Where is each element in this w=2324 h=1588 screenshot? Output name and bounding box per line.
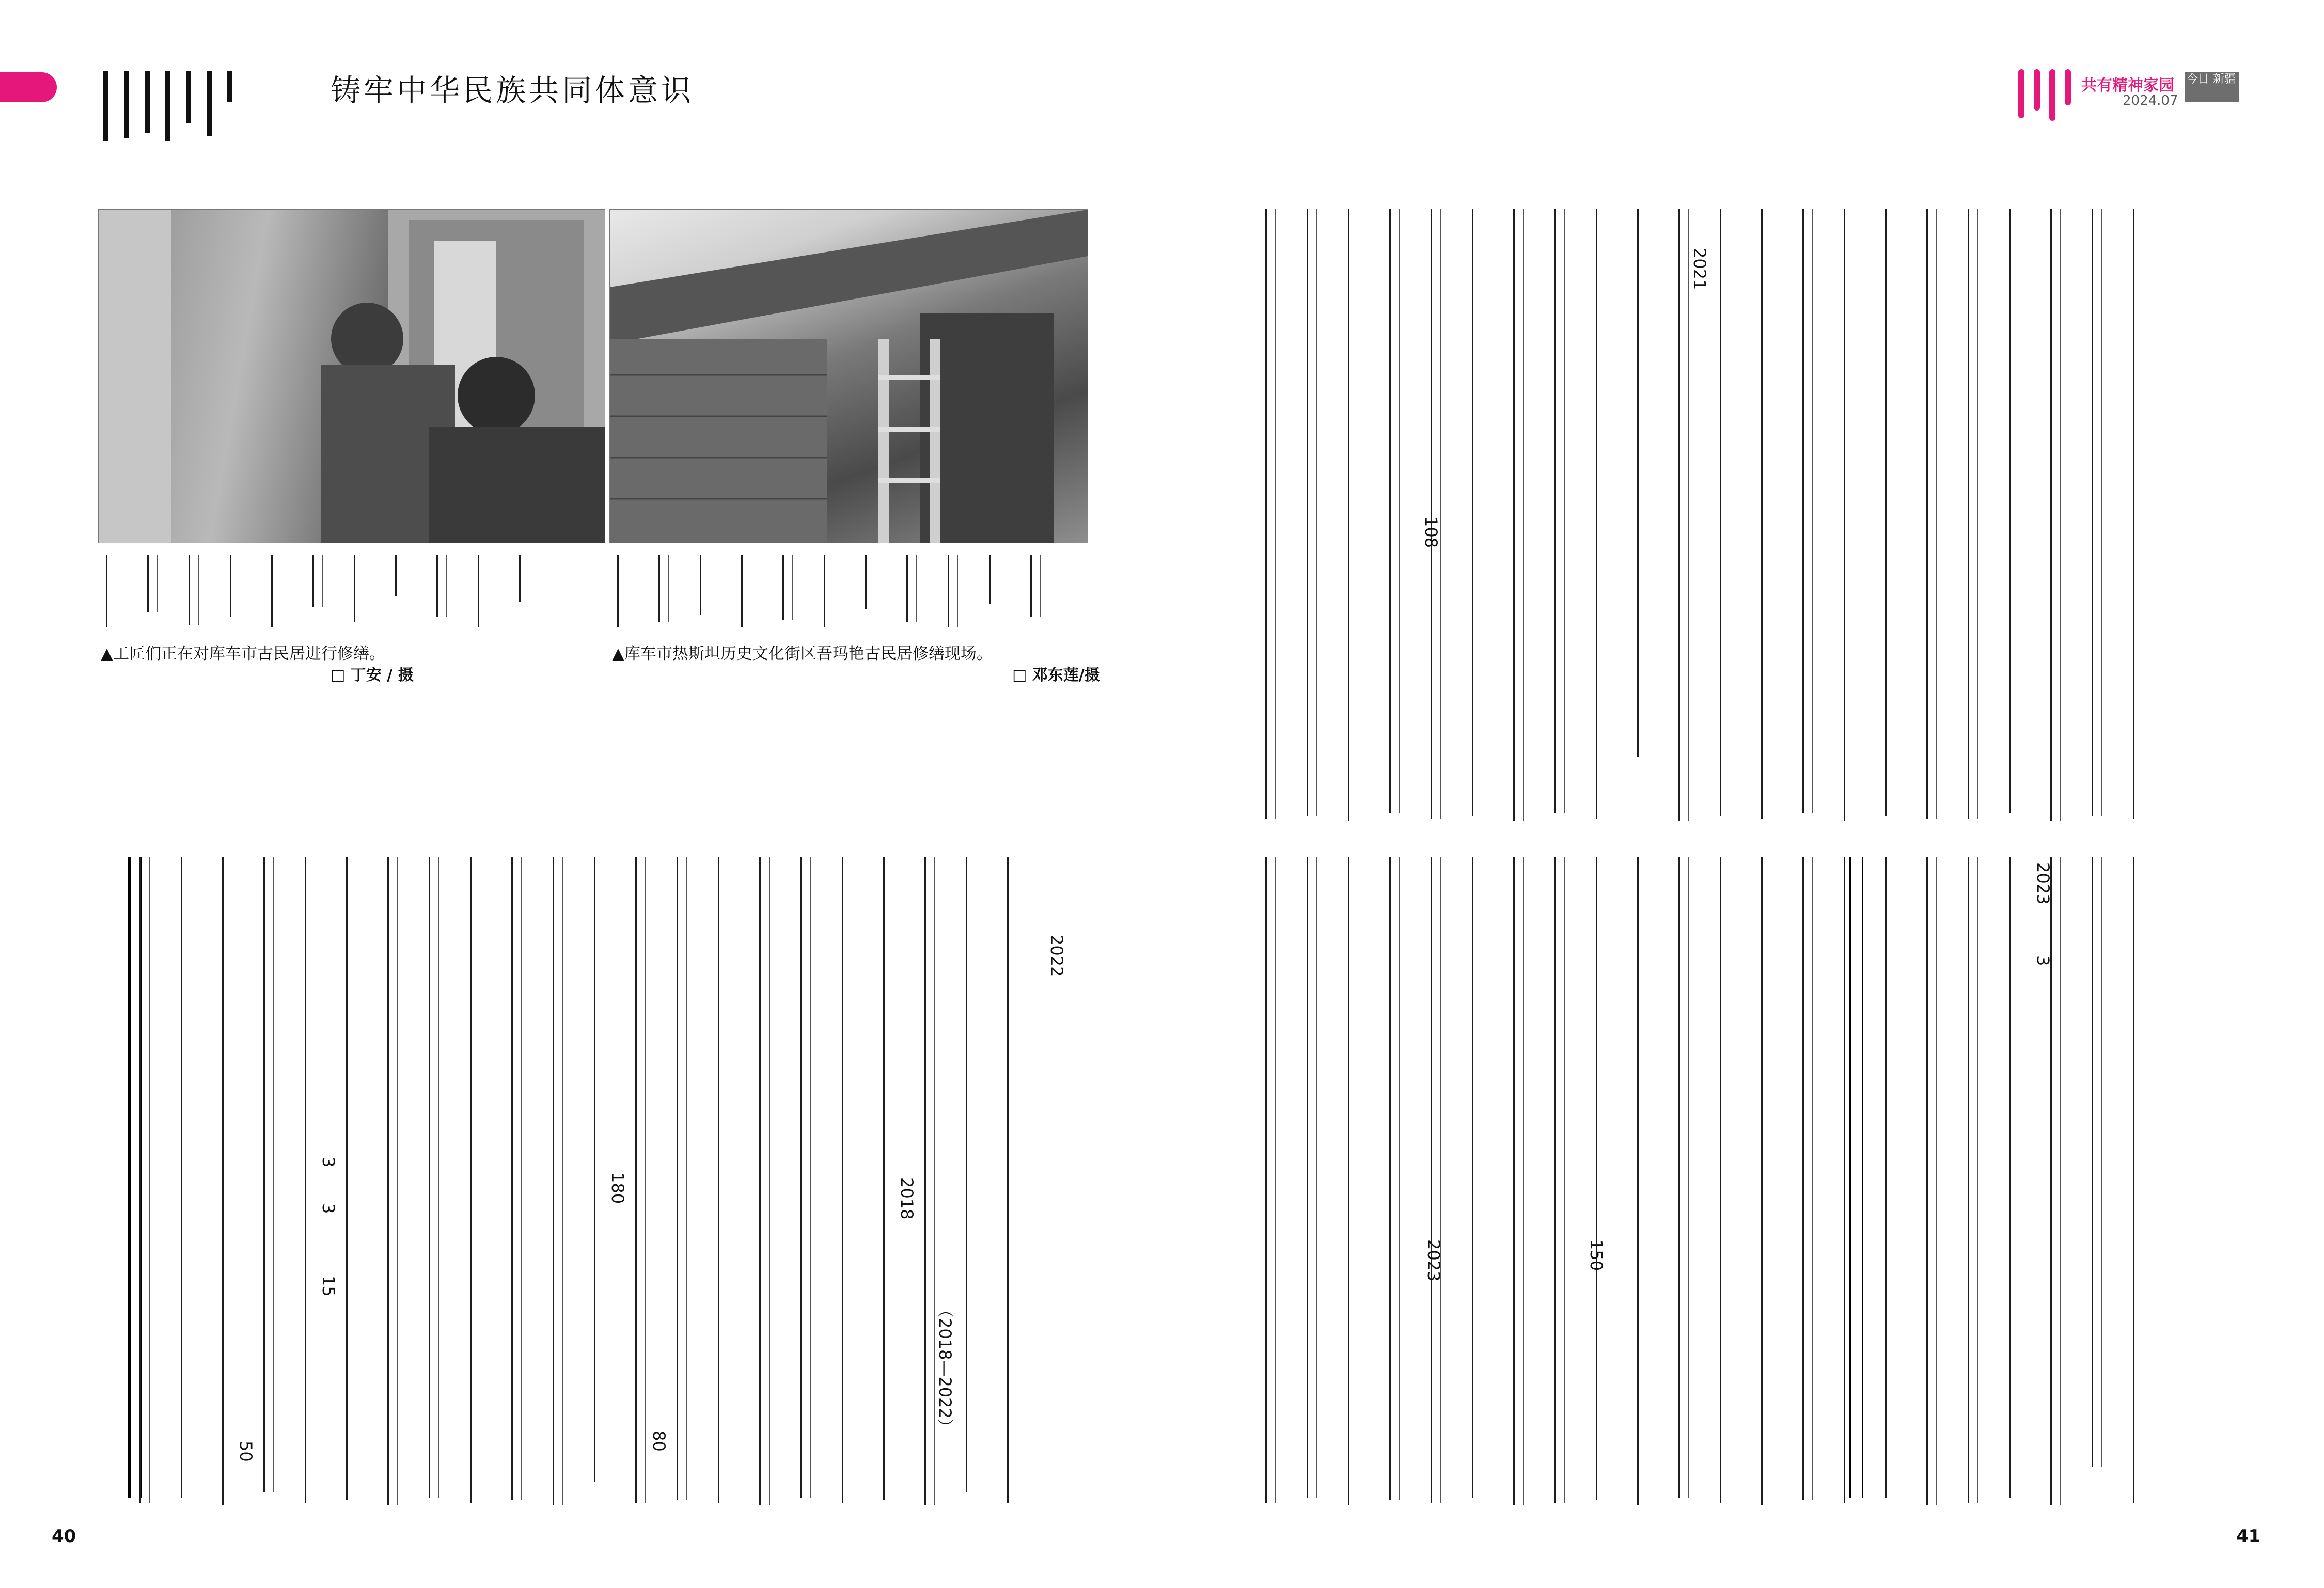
inline-number: 2023 xyxy=(2033,862,2053,905)
inline-number: 2022 xyxy=(1047,935,1066,977)
mongolian-brand-script xyxy=(2014,66,2076,123)
photo-restoration-site xyxy=(609,209,1088,543)
page-number-right: 41 xyxy=(2236,1526,2261,1547)
photo-caption-left: ▲工匠们正在对库车市古民居进行修缮。 xyxy=(101,644,385,663)
inline-number: 3 xyxy=(319,1203,338,1214)
magazine-brand xyxy=(2014,66,2241,123)
issue-date: 2024.07 xyxy=(2123,93,2178,108)
right-page-body-text-top xyxy=(1255,209,2195,824)
inline-number: 2021 xyxy=(1690,248,1709,290)
mongolian-caption-left xyxy=(101,555,566,633)
photo-craftsmen-repairing xyxy=(98,209,605,543)
left-page-body-text xyxy=(129,857,1059,1508)
mongolian-caption-right xyxy=(612,555,1077,633)
inline-number: 3 xyxy=(2033,955,2053,966)
inline-number: 2023 xyxy=(1424,1239,1443,1282)
photo-credit-right: □ 邓东莲/摄 xyxy=(1012,666,1100,684)
photo-caption-right: ▲库车市热斯坦历史文化街区吾玛艳古民居修缮现场。 xyxy=(612,644,993,663)
inline-number: 108 xyxy=(1421,516,1441,548)
section-tab-marker xyxy=(0,72,57,102)
magazine-logo: 今日 新疆 xyxy=(2185,72,2239,102)
inline-number: （2018—2022） xyxy=(935,1301,955,1435)
inline-number: 180 xyxy=(608,1172,627,1204)
brand-title: 共有精神家园 xyxy=(2081,76,2174,95)
left-section-heading xyxy=(128,857,142,1498)
mongolian-section-title xyxy=(98,66,284,144)
right-page-body-text-bottom xyxy=(1255,857,2195,1508)
inline-number: 80 xyxy=(649,1430,669,1452)
photo-credit-left: □ 丁安 / 摄 xyxy=(331,666,414,684)
inline-number: 150 xyxy=(1587,1239,1606,1271)
inline-number: 50 xyxy=(236,1441,256,1462)
inline-number: 15 xyxy=(319,1276,338,1297)
inline-number: 2018 xyxy=(897,1177,917,1220)
page-number-left: 40 xyxy=(52,1526,76,1547)
inline-number: 3 xyxy=(319,1157,338,1168)
page-title: 铸牢中华民族共同体意识 xyxy=(331,73,695,108)
right-section-heading xyxy=(1849,857,1863,1498)
